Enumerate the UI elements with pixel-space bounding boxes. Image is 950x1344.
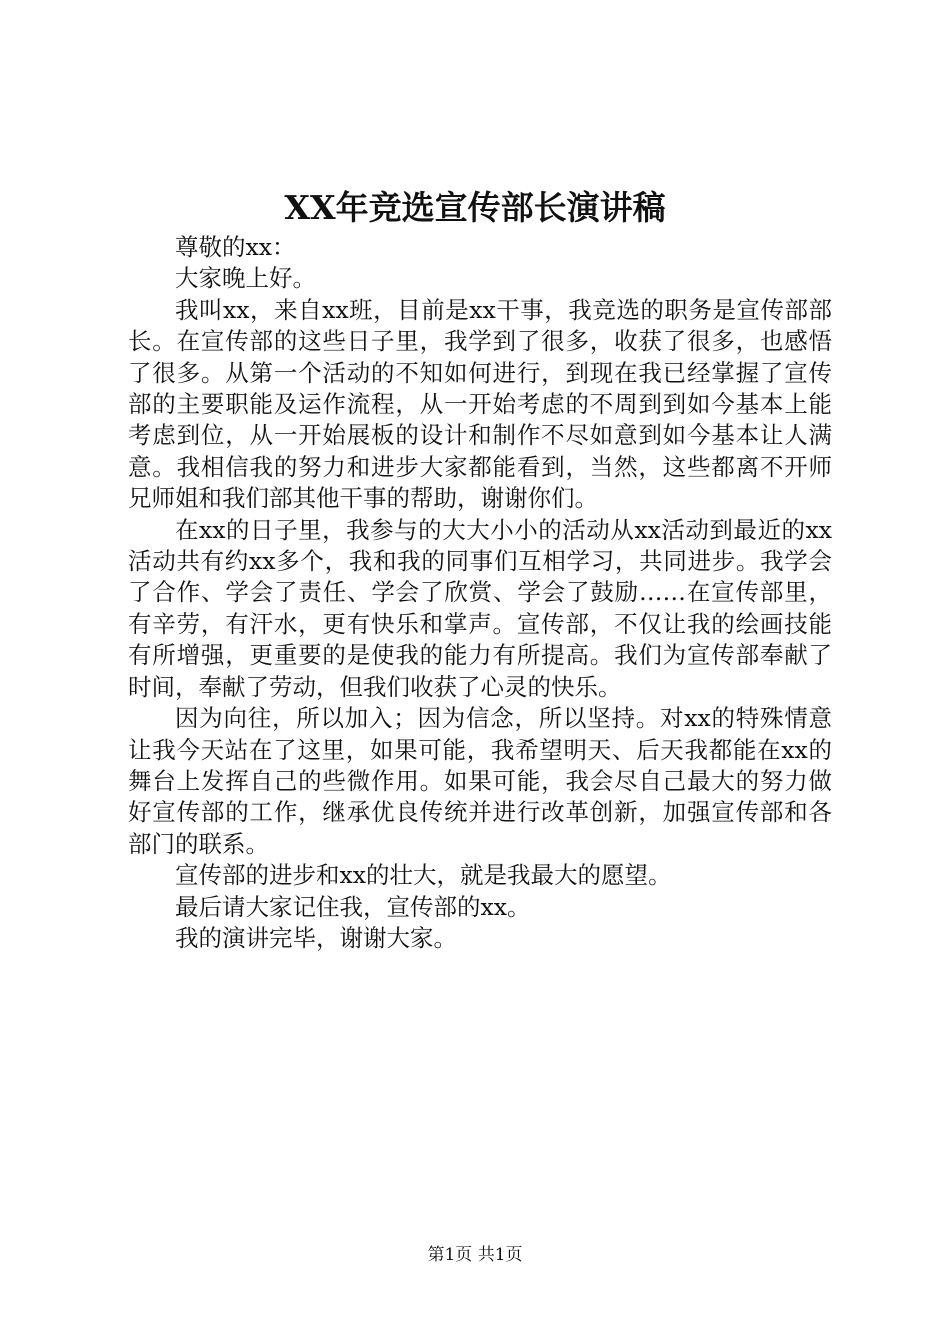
paragraph-salutation: 尊敬的xx： [175,233,296,261]
paragraph-closing: 我的演讲完毕，谢谢大家。 [175,923,457,952]
document-title: XX年竞选宣传部长演讲稿 [284,188,666,227]
paragraph-introduction: 我叫xx，来自xx班，目前是xx干事，我竞选的职务是宣传部部长。在宣传部的这些日子里，我学到了很多，收获了很多，也感悟了很多。从第一个活动的不知如何进行，到现在我已经掌握了宣传部的主要职能及运作流程，从一开始考虑的不周到到如今基本上能考虑到位，从一开始展板的设计和制作不尽如意到如今基本让人满意。我相信我的努力和进步大家都能看到，当然，这些都离不开师兄师姐和我们部其他干事的帮助，谢谢你们。 [128,295,832,513]
paragraph-experience: 在xx的日子里，我参与的大大小小的活动从xx活动到最近的xx活动共有约xx多个，我和我的同事们互相学习，共同进步。我学会了合作、学会了责任、学会了欣赏、学会了鼓励……在宣传部里，有辛劳，有汗水，更有快乐和掌声。宣传部，不仅让我的绘画技能有所增强，更重要的是使我的能力有所提高。我们为宣传部奉献了时间，奉献了劳动，但我们收获了心灵的快乐。 [128,515,832,701]
paragraph-commitment: 因为向往，所以加入；因为信念，所以坚持。对xx的特殊情意让我今天站在了这里，如果可能，我希望明天、后天我都能在xx的舞台上发挥自己的些微作用。如果可能，我会尽自己最大的努力做好宣传部的工作，继承优良传统并进行改革创新，加强宣传部和各部门的联系。 [128,704,832,858]
document-body [128,232,832,954]
paragraph-greeting: 大家晚上好。 [175,264,316,293]
page-number-footer: 第1页 共1页 [427,1245,523,1265]
paragraph-remember: 最后请大家记住我，宣传部的xx。 [175,892,531,921]
paragraph-wish: 宣传部的进步和xx的壮大，就是我最大的愿望。 [175,861,672,890]
